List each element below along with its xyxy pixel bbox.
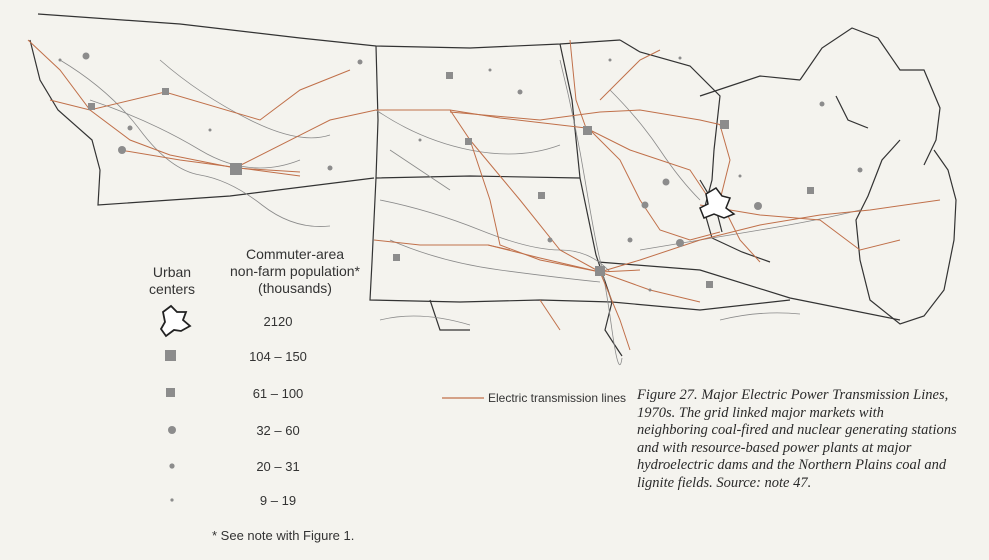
population-heading [220,246,370,297]
dot-medium-symbol [858,168,863,173]
legend-urban-outline-icon [161,306,190,336]
dot-large-symbol [663,179,670,186]
dot-large-symbol [118,146,126,154]
legend-row-label: 9 – 19 [259,493,297,508]
square-small-symbol [446,72,453,79]
dot-large-symbol [754,202,762,210]
urban-centers-heading [146,264,198,298]
dot-medium-symbol [820,102,825,107]
dot-large-symbol [676,239,684,247]
population-heading-line-1: Commuter-area [245,246,345,262]
legend-row-label: 104 – 150 [249,349,307,364]
urban-heading-line-2: centers [149,281,195,297]
square-small-symbol [393,254,400,261]
dot-large-symbol [83,53,90,60]
dot-medium-symbol [628,238,633,243]
dot-small-symbol [419,139,422,142]
dot-small-symbol [609,59,612,62]
transmission-lines [28,40,940,350]
dot-small-symbol [59,59,62,62]
legend-row-label: 2120 [263,314,293,329]
dot-small-symbol [209,129,212,132]
legend-row-label: 20 – 31 [256,459,300,474]
dot-small-symbol [679,57,682,60]
legend-dot-medium-icon [169,463,174,468]
square-small-symbol [88,103,95,110]
legend-row-label: 61 – 100 [252,386,304,401]
figure-caption [637,387,957,493]
square-small-symbol [538,192,545,199]
legend-dot-large-icon [168,426,176,434]
legend-row-label: 32 – 60 [256,423,300,438]
dot-small-symbol [489,69,492,72]
square-large-symbol [595,266,605,276]
transmission-legend-label: Electric transmission lines [488,391,627,405]
caption-text: Major Electric Power Transmission Lines, 1970s. The grid linked major markets with neighboring coal-fired and nuclear generating stations and with resource-based power plants at major hydroelectric dams and the Northern Plains coal and lignite fields. Source: note 47. [637,387,957,491]
dot-medium-symbol [358,60,363,65]
population-heading-line-3: (thousands) [258,280,332,296]
dot-medium-symbol [128,126,133,131]
dot-medium-symbol [518,90,523,95]
square-small-symbol [807,187,814,194]
legend-square-small-icon [166,388,175,397]
square-large-symbol [583,126,592,135]
dot-small-symbol [649,289,652,292]
square-small-symbol [706,281,713,288]
figure-label: Figure 27. [637,387,698,403]
legend-square-large-icon [165,350,176,361]
legend-dot-small-icon [170,498,173,501]
urban-centers [59,53,863,292]
state-borders [30,14,956,356]
dot-small-symbol [739,175,742,178]
square-small-symbol [162,88,169,95]
square-large-symbol [230,163,242,175]
urban-heading-line-1: Urban [152,264,192,280]
square-small-symbol [465,138,472,145]
dot-large-symbol [642,202,649,209]
population-heading-line-2: non-farm population* [230,263,360,279]
dot-medium-symbol [548,238,553,243]
dot-medium-symbol [328,166,333,171]
square-large-symbol [720,120,729,129]
footnote: * See note with Figure 1. [212,528,355,543]
